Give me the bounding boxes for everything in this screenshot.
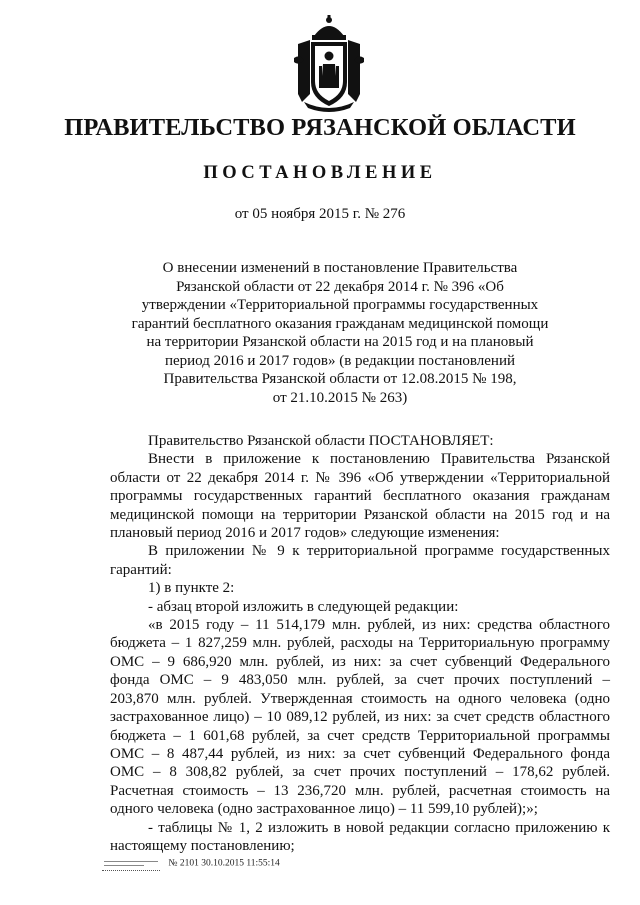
body-line: бюджета – 1 827,259 млн. рублей, расходы на Территориальную программу [110,635,610,652]
body-line: застрахованное лицо) – 10 089,12 рублей, из них: за счет средств областного [110,709,610,726]
body-line: 1) в пункте 2: [148,580,235,597]
body-line: В приложении № 9 к территориальной программе государственных [148,543,610,560]
document-subject [130,259,550,407]
subject-line: Рязанской области от 22 декабря 2014 г. № 396 «Об [176,278,504,295]
subject-line: О внесении изменений в постановление Правительства [162,260,518,276]
body-line: «в 2015 году – 11 514,179 млн. рублей, из них: средства областного [148,617,610,634]
body-line: Расчетная стоимость – 13 236,720 млн. рублей, расчетная стоимость на [110,782,610,799]
document-body [110,432,610,855]
body-line: Внести в приложение к постановлению Правительства Рязанской [148,451,610,468]
body-line: - абзац второй изложить в следующей редакции: [148,598,459,615]
body-line: одного человека (одно застрахованное лицо) – 11 599,10 рублей);»; [110,801,538,818]
subject-line: утверждении «Территориальной программы государственных [141,297,539,313]
body-line: настоящему постановлению; [110,837,295,854]
government-title: ПРАВИТЕЛЬСТВО РЯЗАНСКОЙ ОБЛАСТИ [64,114,576,141]
body-line: 203,870 млн. рублей. Утвержденная стоимость на одного человека (одно [110,690,610,707]
body-line: плановый период 2016 и 2017 годов» следующие изменения: [110,525,500,542]
subject-line: период 2016 и 2017 годов» (в редакции постановлений [164,352,516,369]
registry-number: № 2101 30.10.2015 11:55:14 [168,858,280,869]
document-type: ПОСТАНОВЛЕНИЕ [203,163,437,183]
body-line: области от 22 декабря 2014 г. № 396 «Об утверждении «Территориальной [110,469,610,486]
subject-line: гарантий бесплатного оказания гражданам медицинской помощи [131,315,549,332]
body-line: гарантий: [110,561,172,578]
body-line: Правительство Рязанской области ПОСТАНОВЛЯЕТ: [148,433,494,449]
body-line: ОМС – 8 487,44 рублей, из них: за счет субвенций Федерального фонда [110,745,610,762]
body-line: медицинской помощи на территории Рязанской области на 2015 год и на [110,506,610,523]
body-line: - таблицы № 1, 2 изложить в новой редакции согласно приложению к [148,819,610,836]
subject-line: на территории Рязанской области на 2015 год и на плановый [146,334,534,350]
subject-line: Правительства Рязанской области от 12.08.2015 № 198, [163,371,517,387]
registry-footer [102,856,280,872]
body-line: бюджета – 1 601,68 рублей, за счет средств Территориальной программы [110,727,610,744]
subject-line: от 21.10.2015 № 263) [272,389,408,406]
body-line: ОМС – 9 686,920 млн. рублей, из них: за счет субвенций Федерального [110,653,610,670]
body-line: программы государственных гарантий бесплатного оказания гражданам [110,488,610,505]
document-date-number: от 05 ноября 2015 г. № 276 [234,206,406,222]
body-line: фонда ОМС – 9 483,050 млн. рублей, за счет прочих поступлений – [110,672,610,689]
registry-stamp-icon [102,856,160,871]
body-line: ОМС – 8 308,82 рублей, за счет прочих поступлений – 178,62 рублей. [110,764,610,781]
coat-of-arms-icon [290,14,368,112]
